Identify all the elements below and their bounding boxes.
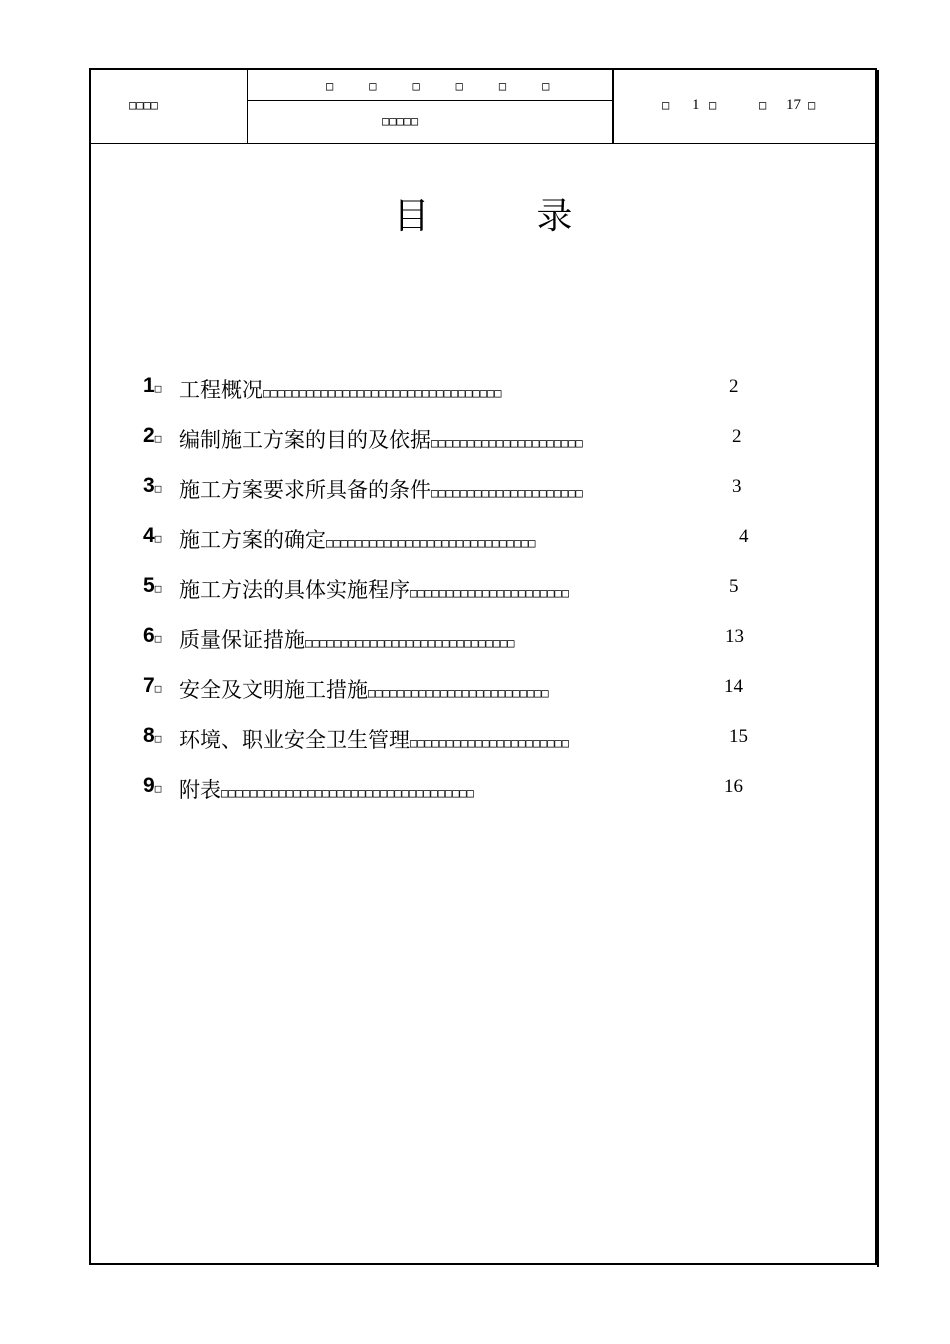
toc-entry-page: 13 <box>725 626 744 647</box>
toc-number-digit: 8 <box>143 724 155 747</box>
toc-number-separator: □ <box>154 732 162 745</box>
toc-number-digit: 4 <box>143 524 155 547</box>
toc-entry-number <box>143 524 161 548</box>
header-mid-bottom-text: □□□□□ <box>382 114 419 128</box>
toc-number-digit: 9 <box>143 774 155 797</box>
toc-entry-label <box>179 774 474 804</box>
toc-entry[interactable] <box>143 524 863 554</box>
toc-leader-dots: □□□□□□□□□□□□□□□□□□□□□□□□□ <box>368 686 549 700</box>
toc-label-text: 工程概况 <box>179 378 263 402</box>
header-table <box>91 70 875 144</box>
toc-entry[interactable] <box>143 374 863 404</box>
toc-entry[interactable] <box>143 724 863 754</box>
toc-entry[interactable] <box>143 574 863 604</box>
toc-entry[interactable] <box>143 424 863 454</box>
toc-entry[interactable] <box>143 624 863 654</box>
toc-entry-number <box>143 724 161 748</box>
toc-number-digit: 7 <box>143 674 155 697</box>
header-mid-top-text: □ □ □ □ □ □ <box>326 79 562 93</box>
toc-entry[interactable] <box>143 674 863 704</box>
toc-entry-number <box>143 774 161 798</box>
title-char-1: 目 <box>393 196 430 237</box>
header-mid-top <box>248 70 612 101</box>
toc-number-separator: □ <box>154 382 162 395</box>
toc-entry-number <box>143 424 161 448</box>
title-char-2: 录 <box>536 196 573 237</box>
page-frame <box>89 68 877 1265</box>
header-page-cell <box>614 70 875 143</box>
toc-leader-dots: □□□□□□□□□□□□□□□□□□□□□ <box>431 486 583 500</box>
page-current: 1 <box>692 97 700 113</box>
header-mid-cell <box>248 70 614 143</box>
toc-label-text: 编制施工方案的目的及依据 <box>179 428 431 452</box>
toc-number-digit: 1 <box>143 374 155 397</box>
toc-entry-number <box>143 574 161 598</box>
toc-entry-number <box>143 474 161 498</box>
frame-edge <box>877 70 879 1267</box>
toc-number-separator: □ <box>154 482 162 495</box>
toc-leader-dots: □□□□□□□□□□□□□□□□□□□□□□□□□□□□□ <box>305 636 515 650</box>
toc-entry-label <box>179 674 549 704</box>
page-total: 17 <box>786 97 801 113</box>
toc-leader-dots: □□□□□□□□□□□□□□□□□□□□□□ <box>410 736 569 750</box>
toc-entry-number <box>143 374 161 398</box>
toc-leader-dots: □□□□□□□□□□□□□□□□□□□□□ <box>431 436 583 450</box>
page-prefix: □ <box>662 98 670 112</box>
toc-label-text: 附表 <box>179 778 221 802</box>
toc-entry-page: 2 <box>732 426 742 447</box>
toc-entry-number <box>143 624 161 648</box>
toc-entry-page: 4 <box>739 526 749 547</box>
toc-label-text: 安全及文明施工措施 <box>179 678 368 702</box>
toc-entry[interactable] <box>143 774 863 804</box>
toc-entry-label <box>179 724 569 754</box>
page-total-suffix: □ <box>808 98 816 112</box>
toc-entry-label <box>179 524 536 554</box>
toc-entry-page: 3 <box>732 476 742 497</box>
page-mid: □ <box>709 98 717 112</box>
toc-entry-label <box>179 374 501 404</box>
toc-number-digit: 6 <box>143 624 155 647</box>
toc-leader-dots: □□□□□□□□□□□□□□□□□□□□□□□□□□□□□□□□□□□ <box>221 786 474 800</box>
toc-label-text: 质量保证措施 <box>179 628 305 652</box>
toc-number-separator: □ <box>154 782 162 795</box>
toc-number-digit: 5 <box>143 574 155 597</box>
toc-entry-page: 2 <box>729 376 739 397</box>
toc-number-separator: □ <box>154 682 162 695</box>
toc-number-separator: □ <box>154 632 162 645</box>
toc-leader-dots: □□□□□□□□□□□□□□□□□□□□□□□□□□□□□□□□□ <box>263 386 502 400</box>
toc-number-digit: 3 <box>143 474 155 497</box>
toc-number-separator: □ <box>154 582 162 595</box>
toc-label-text: 施工方案要求所具备的条件 <box>179 478 431 502</box>
toc-number-separator: □ <box>154 532 162 545</box>
toc-entry-page: 15 <box>729 726 748 747</box>
toc-entry-page: 5 <box>729 576 739 597</box>
toc-label-text: 施工方法的具体实施程序 <box>179 578 410 602</box>
page-total-prefix: □ <box>759 98 767 112</box>
header-left-text: □□□□ <box>129 98 158 112</box>
toc-label-text: 环境、职业安全卫生管理 <box>179 728 410 752</box>
header-left-cell <box>91 70 248 143</box>
toc-leader-dots: □□□□□□□□□□□□□□□□□□□□□□ <box>410 586 569 600</box>
toc-number-digit: 2 <box>143 424 155 447</box>
page-title <box>91 188 875 239</box>
toc-leader-dots: □□□□□□□□□□□□□□□□□□□□□□□□□□□□□ <box>326 536 536 550</box>
toc-entry-page: 14 <box>724 676 743 697</box>
toc-entry-number <box>143 674 161 698</box>
toc-entry-page: 16 <box>724 776 743 797</box>
toc-entry-label <box>179 424 583 454</box>
toc-entry-label <box>179 574 569 604</box>
toc-number-separator: □ <box>154 432 162 445</box>
toc-entry[interactable] <box>143 474 863 504</box>
toc-entry-label <box>179 474 583 504</box>
toc-label-text: 施工方案的确定 <box>179 528 326 552</box>
toc-entry-label <box>179 624 515 654</box>
